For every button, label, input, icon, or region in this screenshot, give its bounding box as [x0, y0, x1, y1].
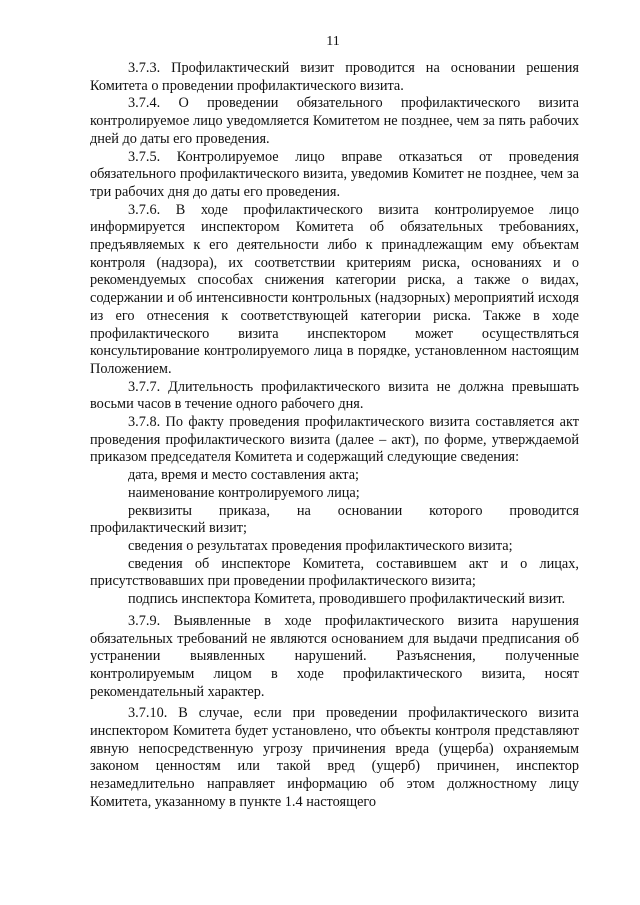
document-body — [90, 60, 579, 812]
paragraph-3-7-9: 3.7.9. Выявленные в ходе профилактического визита нарушения обязательных требований не являются основанием для выдачи предписания об устранении выявленных нарушений. Разъяснения, полученные контролируемым лицом в ходе профилактического визита, носят рекомендательный характер. — [90, 612, 579, 700]
list-item-inspector-signature: подпись инспектора Комитета, проводившего профилактический визит. — [128, 591, 566, 608]
page-number: 11 — [326, 34, 340, 49]
list-item-controlled-person-name: наименование контролируемого лица; — [128, 484, 360, 501]
list-item-inspector-info: сведения об инспекторе Комитета, составившем акт и о лицах, присутствовавших при проведении профилактического визита; — [90, 555, 579, 590]
list-item-visit-results: сведения о результатах проведения профилактического визита; — [128, 537, 513, 554]
paragraph-3-7-6: 3.7.6. В ходе профилактического визита контролируемое лицо информируется инспектором Комитета об обязательных требованиях, предъявляемых к его деятельности либо к принадлежащим ему объектам контроля (надзора), их соответствии критериям риска, основаниях и о рекомендуемых способах снижения категории риска, а также о видах, содержании и об интенсивности контрольных (надзорных) мероприятий исходя из его отнесения к соответствующей категории риска. Также в ходе профилактического визита инспектором может осуществляться консультирование контролируемого лица в порядке, установленном настоящим Положением. — [90, 201, 579, 377]
list-item-act-date: дата, время и место составления акта; — [128, 467, 360, 484]
paragraph-3-7-7: 3.7.7. Длительность профилактического визита не должна превышать восьми часов в течение одного рабочего дня. — [90, 378, 579, 413]
list-item-order-details: реквизиты приказа, на основании которого проводится профилактический визит; — [90, 502, 579, 537]
paragraph-3-7-10: 3.7.10. В случае, если при проведении профилактического визита инспектором Комитета будет установлено, что объекты контроля представляют явную непосредственную угрозу причинения вреда (ущерба) охраняемым законом ценностям или такой вред (ущерб) причинен, инспектор незамедлительно направляет информацию об этом должностному лицу Комитета, указанному в пункте 1.4 настоящего — [90, 705, 579, 810]
paragraph-3-7-8: 3.7.8. По факту проведения профилактического визита составляется акт проведения профилактического визита (далее – акт), по форме, утверждаемой приказом председателя Комитета и содержащий следующие сведения: — [90, 414, 579, 466]
paragraph-3-7-5: 3.7.5. Контролируемое лицо вправе отказаться от проведения обязательного профилактического визита, уведомив Комитет не позднее, чем за три рабочих дня до даты его проведения. — [90, 148, 579, 200]
paragraph-3-7-3: 3.7.3. Профилактический визит проводится на основании решения Комитета о проведении профилактического визита. — [90, 60, 579, 94]
paragraph-3-7-4: 3.7.4. О проведении обязательного профилактического визита контролируемое лицо уведомляется Комитетом не позднее, чем за пять рабочих дней до даты его проведения. — [90, 95, 579, 147]
